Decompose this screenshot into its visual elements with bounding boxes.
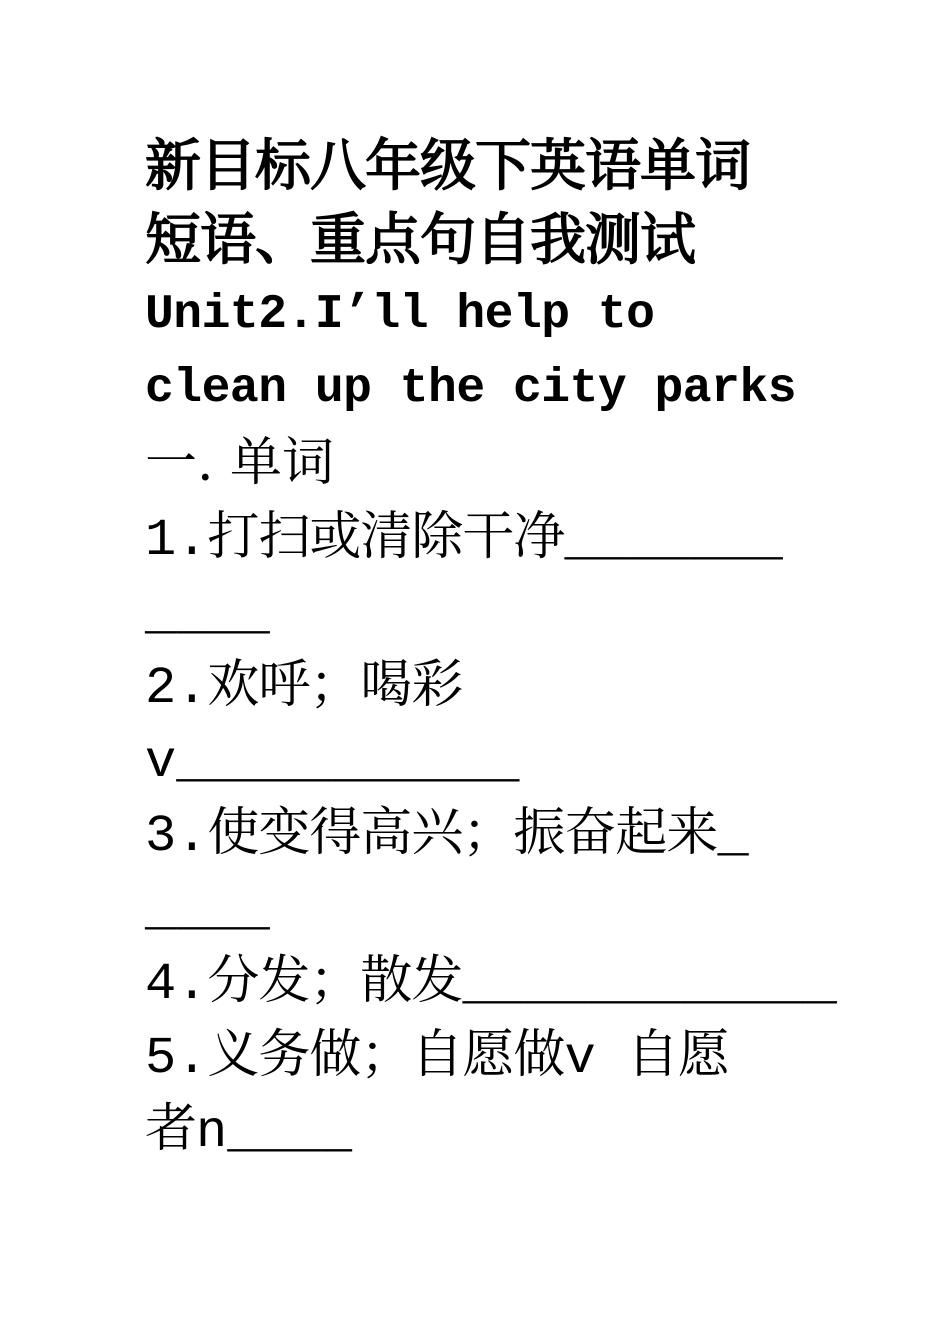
item-prompt: 义务做；自愿做 <box>207 1025 565 1085</box>
item-number: 1. <box>145 511 208 570</box>
part-of-speech: n <box>196 1103 228 1162</box>
item-prompt-continued: 者 <box>145 1099 197 1159</box>
item-number: 4. <box>145 955 208 1014</box>
answer-blank-continuation[interactable]: ____ <box>145 881 270 940</box>
part-of-speech: v <box>564 1029 596 1088</box>
item-5-line-1 <box>145 1018 815 1092</box>
answer-blank-continuation[interactable]: ____ <box>145 585 270 644</box>
item-1-line-1 <box>145 500 815 574</box>
answer-blank[interactable]: ___________ <box>176 733 520 792</box>
item-prompt: 分发；散发 <box>207 951 463 1011</box>
item-2-line-2 <box>145 722 815 796</box>
item-number: 3. <box>145 807 208 866</box>
item-prompt: 打扫或清除干净 <box>207 507 565 567</box>
item-prompt: 欢呼；喝彩 <box>207 655 463 715</box>
document-title-line-2: 短语、重点句自我测试 <box>145 208 695 273</box>
document-title-line-1: 新目标八年级下英语单词 <box>145 134 750 199</box>
item-1-line-2 <box>145 574 815 648</box>
item-prompt: 使变得高兴；振奋起来 <box>207 803 718 863</box>
answer-blank[interactable]: _______ <box>564 511 783 570</box>
item-5-line-2 <box>145 1092 815 1166</box>
answer-blank[interactable]: ____________ <box>462 955 837 1014</box>
answer-blank[interactable]: _ <box>717 807 749 866</box>
item-prompt-continued: 自愿 <box>626 1025 729 1085</box>
item-3-line-1 <box>145 796 815 870</box>
document-content <box>145 130 837 1166</box>
item-4-line-1 <box>145 944 837 1018</box>
section-heading: 一. 单词 <box>145 433 335 493</box>
unit-title-line-2: clean up the city parks <box>145 362 797 416</box>
unit-title-line-1: Unit2.I’ll help to <box>145 288 655 342</box>
item-number: 5. <box>145 1029 208 1088</box>
item-3-line-2 <box>145 870 815 944</box>
part-of-speech: v <box>145 733 177 792</box>
item-number: 2. <box>145 659 208 718</box>
answer-blank[interactable]: ____ <box>227 1103 353 1162</box>
item-2-line-1 <box>145 648 815 722</box>
